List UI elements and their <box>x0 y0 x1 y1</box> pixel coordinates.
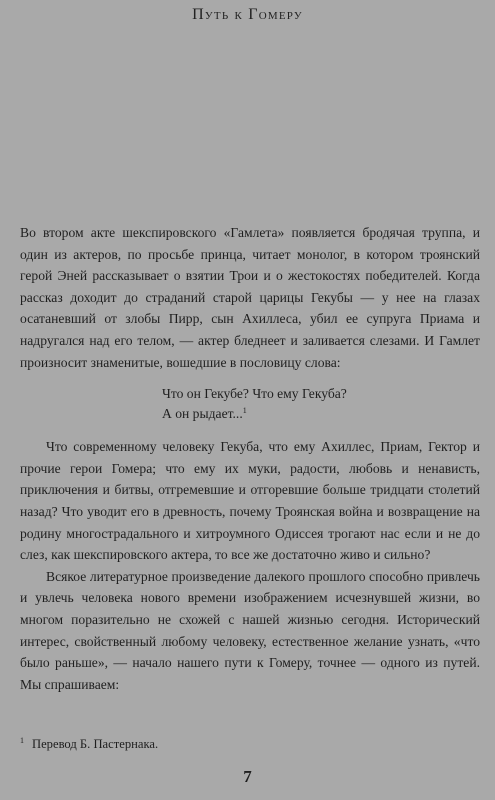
quote-line-2-text: А он рыдает... <box>162 406 243 422</box>
paragraph-3: Всякое литературное произведение далекого прошлого способно привлечь и увлечь человека нового времени изображением исчезнувшей жизни, во многом поразительно не схожей с нашей жизнью сегодня. Исторический интерес, свойственный любому человеку, естественное желание узнать, «что было раньше», — начало нашего пути к Гомеру, точнее — одного из путей. Мы спрашиваем: <box>20 568 480 692</box>
verse-quote <box>162 384 480 424</box>
page-number: 7 <box>243 767 252 786</box>
paragraph-1: Во втором акте шекспировского «Гамлета» появляется бродячая труппа, и один из актеров, по просьбе принца, читает монолог, в котором троянский герой Эней рассказывает о взятии Трои и о жестокостях победителей. Когда рассказ доходит до страданий старой царицы Гекубы — у нее на глазах осатаневший от злобы Пирр, сын Ахиллеса, убил ее супруга Приама и надругался над его телом, — актер бледнеет и заливается слезами. И Гамлет произносит знаменитые, вошедшие в пословицу слова: <box>20 225 480 370</box>
main-text <box>20 222 480 695</box>
footnote-mark: 1 <box>20 736 24 745</box>
footnote <box>20 733 480 752</box>
footnote-text: Перевод Б. Пастернака. <box>32 737 159 751</box>
footnote-reference: 1 <box>242 406 247 416</box>
quote-line-1: Что он Гекубе? Что ему Гекуба? <box>162 386 347 402</box>
paragraph-2: Что современному человеку Гекуба, что ему Ахиллес, Приам, Гектор и прочие герои Гомера; что ему их муки, радости, любовь и ненависть, приключения и битвы, отгремевшие и отгоревшие больше тридцати столетий назад? Что уводит его в древность, почему Троянская война и возвращение на родину многострадального и хитроумного Одиссея трогают нас если и не до слез, как шекспировского актера, то все же достаточно живо и сильно? <box>20 439 480 563</box>
quote-line-2 <box>162 404 480 424</box>
running-head-title: Путь к Гомеру <box>192 6 303 23</box>
